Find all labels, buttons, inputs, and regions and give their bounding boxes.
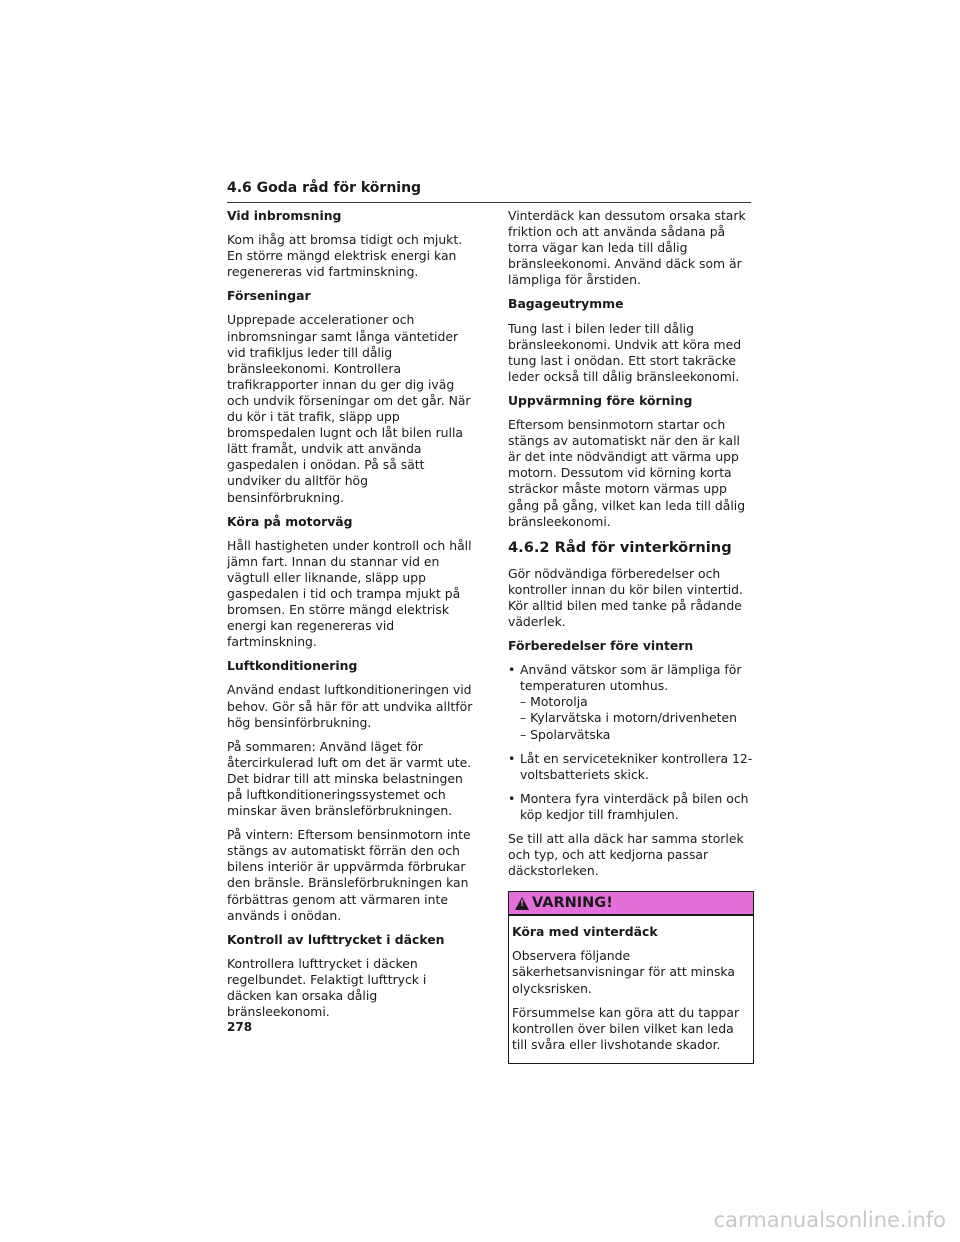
- heading-air-conditioning: Luftkonditionering: [227, 658, 358, 674]
- warning-text: Observera följande säkerhetsanvisningar för att minska olycksrisken.: [512, 948, 735, 996]
- heading-luggage: Bagageutrymme: [508, 296, 624, 312]
- watermark: carmanualsonline.info: [713, 1208, 946, 1232]
- paragraph-tire-pressure: Kontrollera lufttrycket i däcken regelbundet. Felaktigt lufttryck i däcken kan orsaka dålig bränsleekonomi.: [227, 955, 427, 1020]
- paragraph-warmup: Eftersom bensinmotorn startar och stängs av automatiskt när den är kall är det inte nödvändigt att värma upp motorn. Dessutom vid körning korta sträckor måste motorn värmas upp gång på gång, vilket kan leda till dålig bränsleekonomi.: [508, 417, 746, 529]
- section-header: [227, 178, 751, 203]
- warning-box: [508, 891, 754, 1064]
- heading-delays: Förseningar: [227, 288, 311, 304]
- warning-body: [509, 916, 753, 1063]
- section-title: 4.6 Goda råd för körning: [227, 180, 422, 196]
- list-item: [508, 791, 754, 823]
- heading-highway: Köra på motorväg: [227, 513, 353, 529]
- subsection-title: 4.6.2 Råd för vinterkörning: [508, 538, 732, 556]
- warning-text: Försummelse kan göra att du tappar kontrollen över bilen vilket kan leda till svåra eller livshotande skador.: [512, 1004, 740, 1052]
- warning-header: [509, 892, 753, 916]
- warning-icon: [515, 897, 529, 910]
- paragraph-tire-note: Se till att alla däck har samma storlek och typ, och att kedjorna passar däckstorleken.: [508, 831, 744, 879]
- bullet-icon: •: [508, 662, 516, 678]
- left-column: [227, 208, 473, 1028]
- warning-label: VARNING!: [532, 895, 613, 912]
- paragraph-winter-tires: Vinterdäck kan dessutom orsaka stark friktion och att använda sådana på torra vägar kan leda till dålig bränsleekonomi. Använd däck som är lämpliga för årstiden.: [508, 208, 746, 288]
- paragraph-winter-intro: Gör nödvändiga förberedelser och kontroller innan du kör bilen vintertid. Kör alltid bilen med tanke på rådande väderlek.: [508, 565, 743, 629]
- paragraph-highway: Håll hastigheten under kontroll och håll jämn fart. Innan du stannar vid en vägtull eller liknande, släpp upp gaspedalen i tid och trampa mjukt på bromsen. En större mängd elektrisk energi kan regenereras vid fartminskning.: [227, 537, 472, 650]
- heading-braking: Vid inbromsning: [227, 208, 342, 223]
- page-number: 278: [227, 1020, 253, 1034]
- sub-item: – Kylarvätska i motorn/drivenheten: [520, 710, 737, 726]
- paragraph-delays: Upprepade accelerationer och inbromsningar samt långa väntetider vid trafikljus leder till dålig bränsleekonomi. Kontrollera trafikrapporter innan du ger dig iväg och undvik förseningar om det går. När du kör i tät trafik, släpp upp bromspedalen lugnt och låt bilen rulla lätt framåt, undvik att använda gaspedalen i onödan. På så sätt undviker du alltför hög bensinförbrukning.: [227, 312, 471, 505]
- paragraph-braking: Kom ihåg att bromsa tidigt och mjukt. En större mängd elektrisk energi kan regenereras vid fartminskning.: [227, 232, 463, 280]
- list-item: [508, 662, 754, 742]
- list-item-text: Montera fyra vinterdäck på bilen och köp kedjor till framhjulen.: [520, 790, 749, 822]
- right-column: [508, 208, 754, 1064]
- heading-preparations: Förberedelser före vintern: [508, 638, 694, 654]
- sub-item: – Spolarvätska: [520, 726, 611, 742]
- list-item-text: Låt en servicetekniker kontrollera 12-voltsbatteriets skick.: [520, 750, 753, 782]
- paragraph-ac-summer: På sommaren: Använd läget för återcirkulerad luft om det är varmt ute. Det bidrar till att minska belastningen på luftkonditioneringssystemet och minskar även bränsleförbrukningen.: [227, 738, 472, 819]
- heading-tire-pressure: Kontroll av lufttrycket i däcken: [227, 931, 445, 947]
- bullet-icon: •: [508, 750, 516, 766]
- warning-heading: Köra med vinterdäck: [512, 924, 658, 940]
- paragraph-ac-winter: På vintern: Eftersom bensinmotorn inte stängs av automatiskt förrän den och bilens interiör är uppvärmda förbrukar den bränsle. Bränsleförbrukningen kan förbättras genom att värmaren inte används i onödan.: [227, 827, 471, 923]
- paragraph-luggage: Tung last i bilen leder till dålig bränsleekonomi. Undvik att köra med tung last i onödan. Ett stort takräcke leder också till dålig bränsleekonomi.: [508, 320, 742, 384]
- preparation-list: [508, 662, 754, 823]
- sub-item: – Motorolja: [520, 694, 588, 710]
- bullet-icon: •: [508, 790, 516, 806]
- paragraph-ac-intro: Använd endast luftkonditioneringen vid behov. Gör så här för att undvika alltför hög bensinförbrukning.: [227, 682, 473, 730]
- list-item: [508, 751, 754, 783]
- list-item-text: Använd vätskor som är lämpliga för temperaturen utomhus.: [520, 662, 742, 694]
- heading-warmup: Uppvärmning före körning: [508, 392, 693, 408]
